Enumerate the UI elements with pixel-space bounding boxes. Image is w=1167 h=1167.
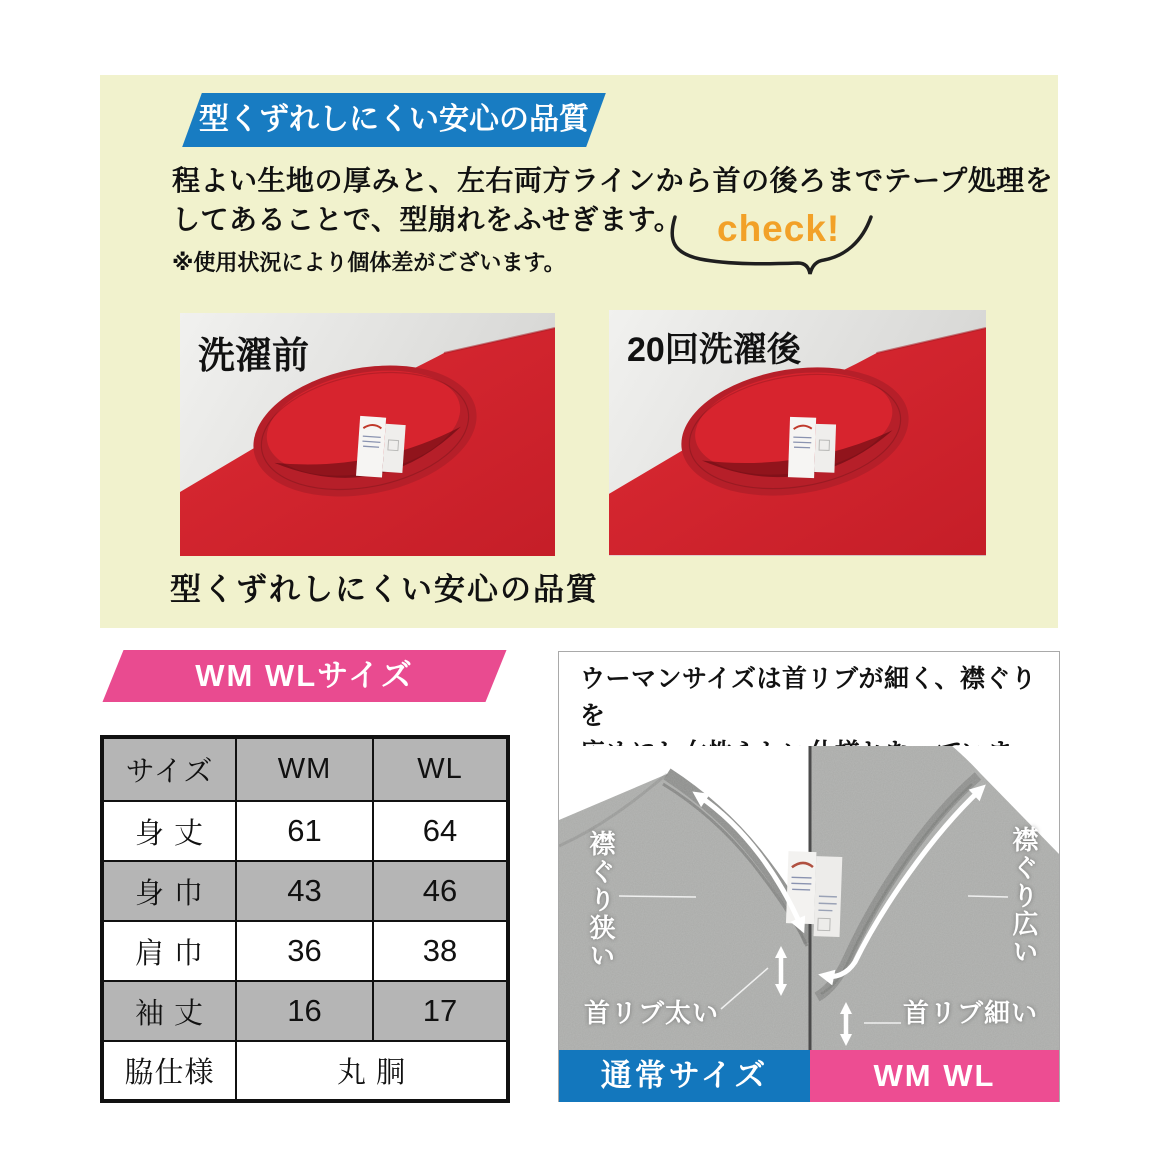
- size-banner: [113, 650, 496, 702]
- right-collar-annotation: 襟ぐり広い: [1009, 826, 1039, 966]
- quality-banner-label: 型くずれしにくい安心の品質: [199, 103, 589, 136]
- row-label: 袖 丈: [102, 981, 236, 1041]
- right-rib-annotation: 首リブ細い: [903, 998, 1039, 1028]
- size-table-header-wl: WL: [373, 737, 508, 801]
- underbrace-icon: [665, 205, 880, 283]
- size-table-header-size: サイズ: [102, 737, 236, 801]
- table-footer-row: [102, 1041, 508, 1101]
- row-wl-value: 64: [373, 801, 508, 861]
- collar-comparison-image: [559, 746, 1059, 1051]
- row-wm-value: 16: [236, 981, 373, 1041]
- size-banner-label: WM WLサイズ: [195, 658, 414, 693]
- woman-size-description-line1: ウーマンサイズは首リブが細く、襟ぐりを: [580, 665, 1037, 730]
- row-label: 肩 巾: [102, 921, 236, 981]
- quality-banner: [192, 93, 596, 147]
- quality-description-line2: してあることで、型崩れをふせぎます。: [172, 204, 683, 235]
- check-label: check!: [717, 208, 841, 249]
- row-wl-value: 46: [373, 861, 508, 921]
- photo-before-label: 洗濯前: [198, 335, 309, 376]
- care-tag: [788, 417, 836, 479]
- photo-after-washing: [609, 310, 986, 556]
- quality-section: [100, 75, 1058, 628]
- footer-label: 脇仕様: [102, 1041, 236, 1101]
- footer-value: 丸 胴: [236, 1041, 508, 1101]
- row-label: 身 丈: [102, 801, 236, 861]
- quality-description: [172, 161, 1053, 239]
- row-wm-value: 43: [236, 861, 373, 921]
- left-rib-annotation: 首リブ太い: [584, 998, 720, 1028]
- table-row: [102, 981, 508, 1041]
- left-collar-annotation: 襟ぐり狭い: [586, 830, 616, 970]
- woman-size-panel: [558, 651, 1060, 1102]
- size-table-header-row: [102, 737, 508, 801]
- regular-size-bar: 通常サイズ: [559, 1050, 810, 1102]
- table-row: [102, 861, 508, 921]
- care-tag: [356, 416, 406, 479]
- quality-caption: 型くずれしにくい安心の品質: [170, 572, 599, 607]
- row-label: 身 巾: [102, 861, 236, 921]
- wm-wl-bar: WM WL: [810, 1050, 1059, 1102]
- quality-description-line1: 程よい生地の厚みと、左右両方ラインから首の後ろまでテープ処理を: [172, 165, 1054, 196]
- photo-before-washing: [180, 313, 555, 556]
- photo-after-label: 20回洗濯後: [627, 331, 801, 369]
- row-wl-value: 17: [373, 981, 508, 1041]
- row-wm-value: 61: [236, 801, 373, 861]
- quality-note: ※使用状況により個体差がございます。: [172, 250, 566, 275]
- row-wl-value: 38: [373, 921, 508, 981]
- table-row: [102, 921, 508, 981]
- size-table-header-wm: WM: [236, 737, 373, 801]
- table-row: [102, 801, 508, 861]
- size-table: [100, 735, 510, 1103]
- row-wm-value: 36: [236, 921, 373, 981]
